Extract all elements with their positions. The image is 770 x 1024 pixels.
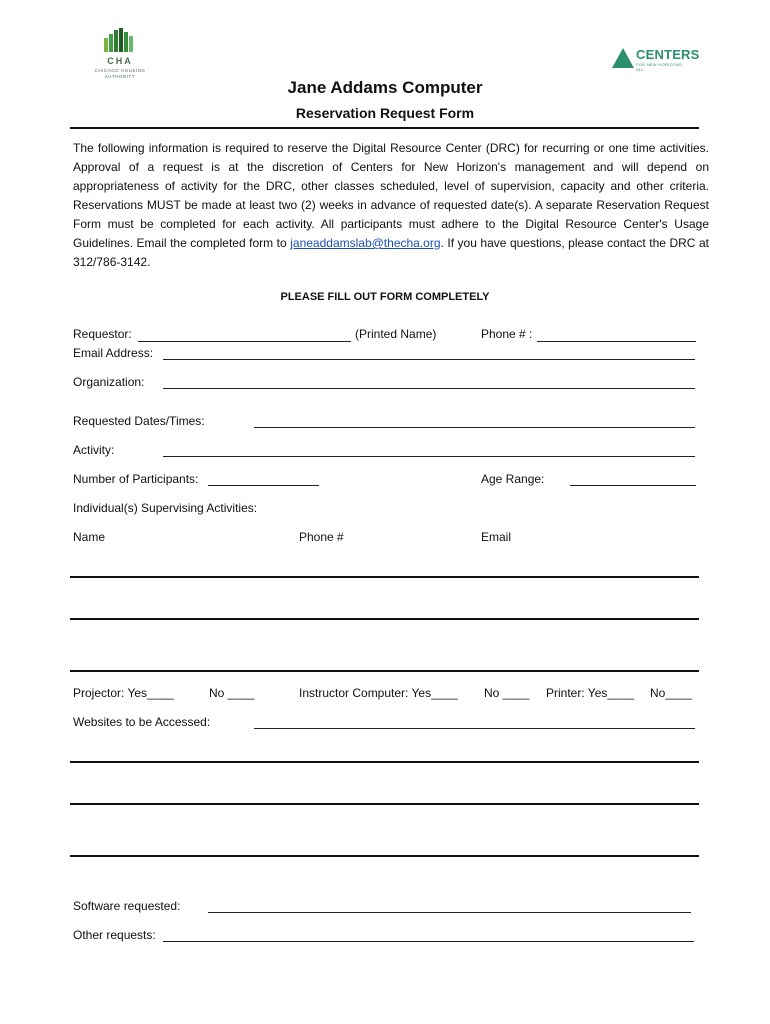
activity-input[interactable] (163, 456, 695, 457)
supervisor-row-line[interactable] (70, 618, 699, 620)
websites-label: Websites to be Accessed: (73, 715, 211, 729)
centers-logo-tagline: FOR NEW HORIZONS, INC. (636, 62, 684, 72)
cha-bars-icon (104, 28, 136, 52)
printer-no[interactable]: No____ (650, 686, 693, 700)
organization-label: Organization: (73, 375, 145, 389)
column-email: Email (481, 530, 512, 544)
intro-paragraph (73, 139, 709, 272)
instructor-computer-yes[interactable]: Instructor Computer: Yes____ (299, 686, 458, 700)
form-notice: PLEASE FILL OUT FORM COMPLETELY (280, 291, 490, 303)
column-name: Name (73, 530, 106, 544)
projector-yes[interactable]: Projector: Yes____ (73, 686, 174, 700)
email-address-input[interactable] (163, 359, 695, 360)
instructor-computer-no[interactable]: No ____ (484, 686, 530, 700)
cha-logo-text: CHA (107, 56, 133, 66)
websites-row-line[interactable] (70, 855, 699, 857)
websites-input[interactable] (254, 728, 695, 729)
requested-dates-label: Requested Dates/Times: (73, 414, 205, 428)
participants-input[interactable] (208, 485, 319, 486)
centers-logo-text: CENTERS (636, 47, 700, 62)
activity-label: Activity: (73, 443, 115, 457)
software-label: Software requested: (73, 899, 181, 913)
websites-row-line[interactable] (70, 761, 699, 763)
supervising-label: Individual(s) Supervising Activities: (73, 501, 258, 515)
age-range-label: Age Range: (481, 472, 545, 486)
participants-label: Number of Participants: (73, 472, 199, 486)
projector-no[interactable]: No ____ (209, 686, 255, 700)
email-link[interactable]: janeaddamslab@thecha.org (290, 236, 441, 250)
requestor-input[interactable] (138, 341, 351, 342)
page-subtitle: Reservation Request Form (295, 105, 475, 121)
organization-input[interactable] (163, 388, 695, 389)
centers-logo (612, 46, 700, 72)
supervisor-row-line[interactable] (70, 670, 699, 672)
header-divider (70, 127, 699, 129)
intro-text: The following information is required to reserve the Digital Resource Center (DRC) for recurring or one time activities. Approval of a request is at the discretion of Centers for New Horizon's management and will depend on appropriateness of activity for the DRC, other classes scheduled, level of supervision, capacity and other criteria. Reservations MUST be made at least two (2) weeks in advance of requested date(s). A separate Reservation Request Form must be completed for each activity. All participants must adhere to the Digital Resource Center's Usage Guidelines. Email the completed form to (73, 141, 709, 250)
requestor-label: Requestor: (73, 327, 132, 341)
phone-label: Phone # : (481, 327, 533, 341)
centers-triangle-icon (612, 48, 634, 68)
requested-dates-input[interactable] (254, 427, 695, 428)
other-requests-input[interactable] (163, 941, 694, 942)
printed-name-label: (Printed Name) (355, 327, 437, 341)
websites-row-line[interactable] (70, 803, 699, 805)
printer-yes[interactable]: Printer: Yes____ (546, 686, 635, 700)
phone-input[interactable] (537, 341, 696, 342)
email-address-label: Email Address: (73, 346, 154, 360)
column-phone: Phone # (299, 530, 344, 544)
intro-contact-text: . If you have questions, please contact the DRC at 312/786-3142. (73, 236, 710, 269)
cha-logo-subtitle: CHICAGO HOUSING AUTHORITY (94, 68, 146, 79)
age-range-input[interactable] (570, 485, 696, 486)
other-requests-label: Other requests: (73, 928, 156, 942)
software-input[interactable] (208, 912, 691, 913)
page-title: Jane Addams Computer (287, 78, 483, 97)
supervisor-row-line[interactable] (70, 576, 699, 578)
